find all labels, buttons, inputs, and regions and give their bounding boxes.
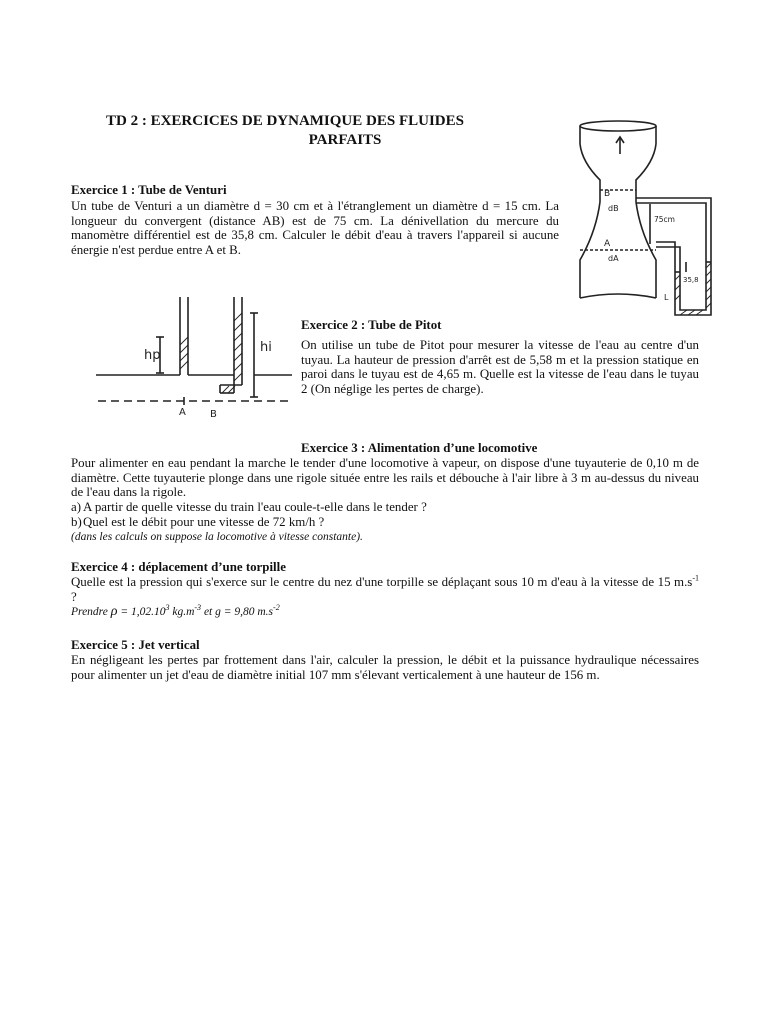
venturi-figure — [568, 112, 718, 322]
venturi-label-db: dB — [608, 204, 619, 213]
exercise-1-heading: Exercice 1 : Tube de Venturi — [71, 183, 227, 197]
page-title — [80, 112, 570, 150]
exercise-2 — [301, 318, 699, 397]
page-title-line-1: TD 2 : EXERCICES DE DYNAMIQUE DES FLUIDES — [106, 113, 464, 129]
venturi-label-da: dA — [608, 254, 619, 263]
given-exp-1: 3 — [165, 603, 170, 613]
list-item — [71, 500, 699, 515]
venturi-label-358: 35,8 — [683, 276, 699, 284]
given-mid-3: et g = 9,80 m.s — [201, 606, 274, 619]
pitot-label-a: A — [179, 407, 186, 418]
pitot-label-hi: hi — [260, 340, 272, 355]
exercise-5 — [71, 638, 699, 682]
exercise-1 — [71, 183, 559, 258]
rho-symbol: ρ — [110, 604, 118, 620]
exercise-3 — [71, 441, 699, 545]
exercise-4-text-sup: -1 — [692, 573, 699, 583]
venturi-label-l: L — [664, 293, 669, 302]
exercise-4-text-b: ? — [71, 589, 77, 604]
given-exp-3: -2 — [273, 603, 280, 613]
exercise-3-text: Pour alimenter en eau pendant la marche le tender d'une locomotive à vapeur, on dispose d'une tuyauterie de 0,10 m de diamètre. Cette tuyauterie plonge dans une rigole située entre les rails et débouche à l'air libre à 3 m au-dessus du niveau de l'eau dans la rigole. — [71, 455, 699, 500]
venturi-label-a: A — [604, 239, 611, 249]
exercise-1-text: Un tube de Venturi a un diamètre d = 30 cm et à l'étranglement un diamètre d = 15 cm. La longueur du convergent (distance AB) est de 75 cm. La dénivellation du mercure du manomètre différentiel est de 35,8 cm. Calculer le débit d'eau à travers l'appareil si aucune énergie n'est perdue entre A et B. — [71, 198, 559, 258]
pitot-label-b: B — [210, 409, 217, 420]
list-text: A partir de quelle vitesse du train l'eau coule-t-elle dans le tender ? — [83, 500, 427, 515]
list-text: Quel est le débit pour une vitesse de 72 km/h ? — [83, 514, 325, 529]
exercise-4-text — [71, 575, 699, 605]
exercise-5-heading: Exercice 5 : Jet vertical — [71, 638, 200, 652]
exercise-4 — [71, 560, 699, 620]
list-marker: b) — [71, 514, 82, 529]
venturi-label-b: B — [604, 189, 611, 199]
exercise-4-text-a: Quelle est la pression qui s'exerce sur le centre du nez d'une torpille se déplaçant sous 10 m d'eau à la vitesse de 15 m.s — [71, 574, 693, 589]
exercise-4-given — [71, 605, 699, 620]
exercise-5-text: En négligeant les pertes par frottement dans l'air, calculer la pression, le débit et la puissance hydraulique nécessaires pour alimenter un jet d'eau de diamètre initial 107 mm s'élevant verticalement à une hauteur de 156 m. — [71, 652, 699, 682]
given-exp-2: -3 — [194, 603, 202, 613]
given-mid-1: = 1,02.10 — [117, 606, 166, 619]
venturi-label-75cm: 75cm — [654, 215, 675, 224]
given-mid-2: kg.m — [169, 606, 195, 619]
pitot-label-hp: hp — [144, 348, 161, 363]
exercise-3-note: (dans les calculs on suppose la locomotive à vitesse constante). — [71, 530, 363, 543]
page-title-line-2: PARFAITS — [308, 132, 382, 148]
list-marker: a) — [71, 500, 82, 515]
given-prefix: Prendre — [71, 606, 111, 619]
list-item — [71, 515, 699, 530]
exercise-4-heading: Exercice 4 : déplacement d’une torpille — [71, 560, 286, 574]
exercise-2-heading: Exercice 2 : Tube de Pitot — [301, 318, 442, 332]
exercise-3-questions — [71, 500, 699, 530]
pitot-figure — [92, 293, 297, 425]
exercise-2-text: On utilise un tube de Pitot pour mesurer la vitesse de l'eau au centre d'un tuyau. La hauteur de pression d'arrêt est de 5,58 m et la pression statique en paroi dans le tuyau est de 4,65 m. Quelle est la vitesse de l'eau dans le tuyau 2 (On néglige les pertes de charge). — [301, 337, 699, 397]
exercise-3-heading: Exercice 3 : Alimentation d’une locomotive — [301, 441, 538, 455]
